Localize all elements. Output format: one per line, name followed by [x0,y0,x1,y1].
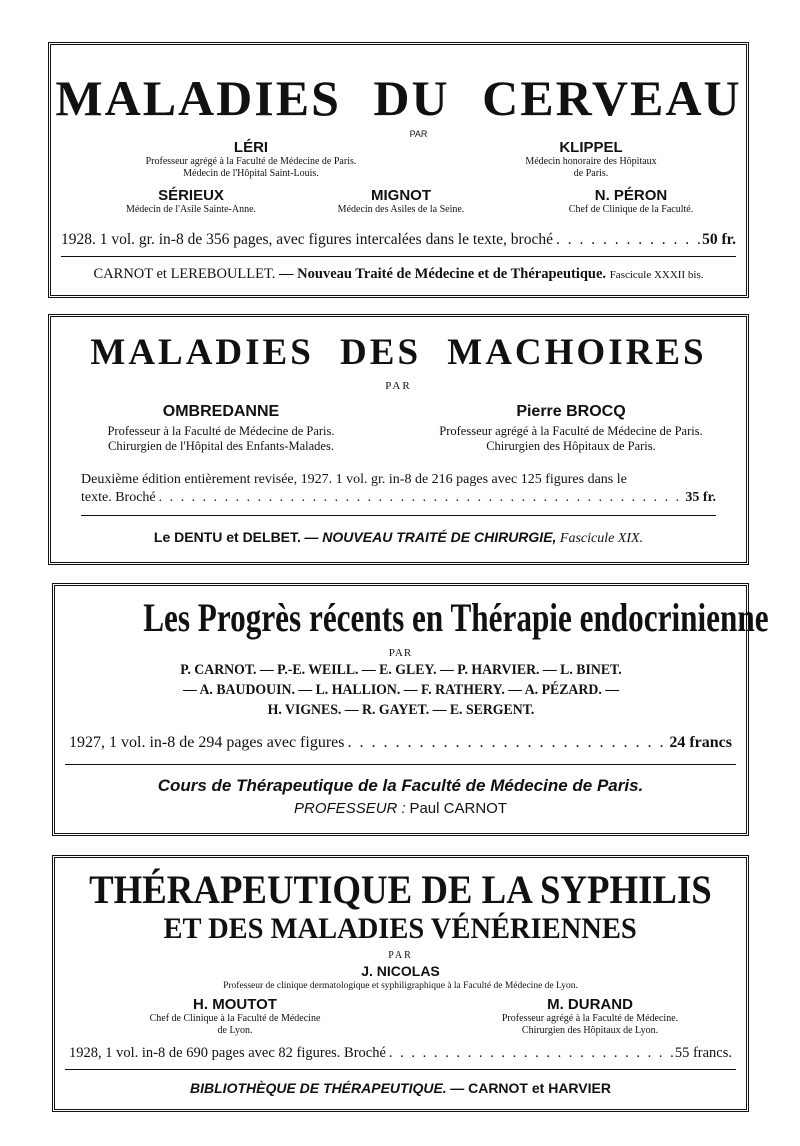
ad2-divider [81,515,716,516]
ad-maladies-des-machoires [48,314,749,565]
ad3-authors-line2: — A. BAUDOUIN. — L. HALLION. — F. RATHERY. — A. PÉZARD. — [182,682,619,698]
ad2-par: PAR [385,380,412,392]
ad-therapeutique-syphilis [52,855,749,1112]
ad3-professor: PROFESSEUR : Paul CARNOT [294,800,507,817]
ad1-title: MALADIES DU CERVEAU [55,70,742,126]
ad4-par: PAR [388,950,413,961]
ad4-main-affiliation: Professeur de clinique dermatologique et syphiligraphique à la Faculté de Médecine de Lyon. [223,981,578,991]
ad4-publication-line: 1928, 1 vol. in-8 de 690 pages avec 82 figures. Broché . . . 55 francs. [69,1045,732,1062]
ad2-publication-line2: texte. Broché . . . 35 fr. [81,490,716,506]
ad-progres-therapie-endocrinienne [52,583,769,836]
ad3-authors-line3: H. VIGNES. — R. GAYET. — E. SERGENT. [267,702,534,718]
ad2-author-ombredanne: OMBREDANNE Professeur à la Faculté de Médecine de Paris. Chirurgien de l'Hôpital des Enfants-Malades. [107,403,335,453]
ad3-course: Cours de Thérapeutique de la Faculté de Médecine de Paris. [157,776,644,795]
ad-maladies-du-cerveau [48,42,749,298]
ad3-title: Les Progrès récents en Thérapie endocrinienne [143,595,769,640]
ad1-author-klippel: KLIPPEL Médecin honoraire des Hôpitaux de Paris. [525,139,657,179]
ad3-par: PAR [388,647,413,659]
ad3-authors-line1: P. CARNOT. — P.-E. WEILL. — E. GLEY. — P. HARVIER. — L. BINET. [179,662,622,678]
ad1-author-peron: N. PÉRON Chef de Clinique de la Faculté. [568,187,694,215]
ad1-series: CARNOT et LEREBOULLET. — Nouveau Traité de Médecine et de Thérapeutique. Fascicule XXXII bis. [93,266,704,282]
ad4-main-author: J. NICOLAS [361,963,440,979]
ad2-series: Le DENTU et DELBET. — NOUVEAU TRAITÉ DE CHIRURGIE, Fascicule XIX. [153,529,644,546]
ad2-title: MALADIES DES MACHOIRES [90,332,707,373]
ad1-publication-line: 1928. 1 vol. gr. in-8 de 356 pages, avec figures intercalées dans le texte, broché . . . 50 fr. [61,231,736,249]
ad2-publication-line1: Deuxième édition entièrement revisée, 1927. 1 vol. gr. in-8 de 216 pages avec 125 figures dans le [81,472,627,487]
ad4-author-durand: M. DURAND Professeur agrégé à la Faculté de Médecine. Chirurgien des Hôpitaux de Lyon. [501,996,679,1036]
ad1-par: PAR [409,129,428,139]
ad1-author-serieux: SÉRIEUX Médecin de l'Asile Sainte-Anne. [125,187,257,215]
ad4-title-line1: THÉRAPEUTIQUE DE LA SYPHILIS [89,867,712,912]
ad4-title-line2: ET DES MALADIES VÉNÉRIENNES [163,912,638,945]
ad2-author-brocq: Pierre BROCQ Professeur agrégé à la Faculté de Médecine de Paris. Chirurgien des Hôpitaux de Paris. [439,403,703,453]
ad1-author-mignot: MIGNOT Médecin des Asiles de la Seine. [337,187,465,215]
ad4-divider [65,1069,736,1070]
ad1-divider [61,256,736,257]
ad3-publication-line: 1927, 1 vol. in-8 de 294 pages avec figures . . . 24 francs [69,734,732,752]
ad4-author-moutot: H. MOUTOT Chef de Clinique à la Faculté de Médecine de Lyon. [149,996,321,1036]
ad4-series: BIBLIOTHÈQUE DE THÉRAPEUTIQUE. — CARNOT et HARVIER [190,1080,611,1096]
ad1-author-leri: LÉRI Professeur agrégé à la Faculté de Médecine de Paris. Médecin de l'Hôpital Saint-Louis. [145,139,357,179]
ad3-divider [65,764,736,765]
